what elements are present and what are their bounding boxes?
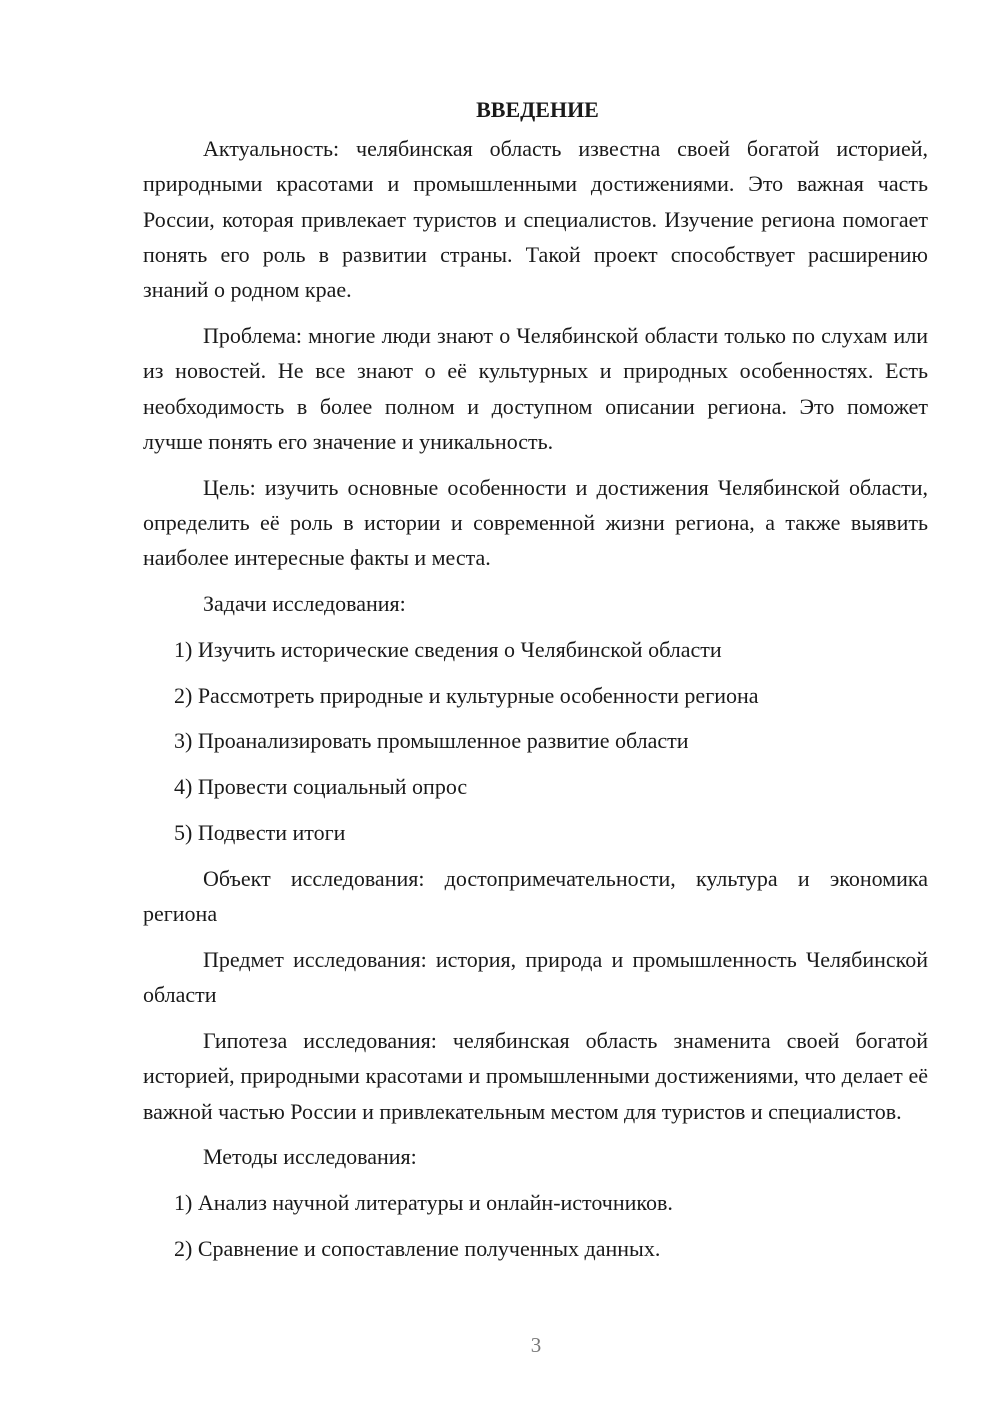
page-number: 3 <box>530 1333 542 1357</box>
methods-heading: Методы исследования: <box>203 1144 417 1170</box>
task-item-2: 2) Рассмотреть природные и культурные особенности региона <box>174 682 759 708</box>
tasks-heading: Задачи исследования: <box>203 591 406 617</box>
problem-paragraph: Проблема: многие люди знают о Челябинской области только по слухам или из новостей. Не все знают о её культурных и природных особенностях. Есть необходимость в более полном и доступном описании региона. Это поможет лучше понять его значение и уникальность. <box>143 322 928 454</box>
goal-paragraph: Цель: изучить основные особенности и достижения Челябинской области, определить её роль в истории и современной жизни региона, а также выявить наиболее интересные факты и места. <box>143 474 928 571</box>
task-item-4: 4) Провести социальный опрос <box>174 774 468 800</box>
task-item-1: 1) Изучить исторические сведения о Челябинской области <box>174 636 722 662</box>
page-content <box>143 92 928 1277</box>
relevance-paragraph: Актуальность: челябинская область известна своей богатой историей, природными красотами и промышленными достижениями. Это важная часть России, которая привлекает туристов и специалистов. Изучение региона помогает понять его роль в развитии страны. Такой проект способствует расширению знаний о родном крае. <box>143 136 928 303</box>
object-paragraph: Объект исследования: достопримечательности, культура и экономика региона <box>143 865 928 927</box>
section-title: ВВЕДЕНИЕ <box>476 97 599 122</box>
hypothesis-paragraph: Гипотеза исследования: челябинская область знаменита своей богатой историей, природными красотами и промышленными достижениями, что делает её важной частью России и привлекательным местом для туристов и специалистов. <box>143 1028 928 1124</box>
method-item-1: 1) Анализ научной литературы и онлайн-источников. <box>174 1190 673 1216</box>
subject-paragraph: Предмет исследования: история, природа и промышленность Челябинской области <box>143 946 928 1008</box>
method-item-2: 2) Сравнение и сопоставление полученных данных. <box>174 1236 661 1262</box>
task-item-5: 5) Подвести итоги <box>174 820 346 846</box>
task-item-3: 3) Проанализировать промышленное развитие области <box>174 728 689 754</box>
